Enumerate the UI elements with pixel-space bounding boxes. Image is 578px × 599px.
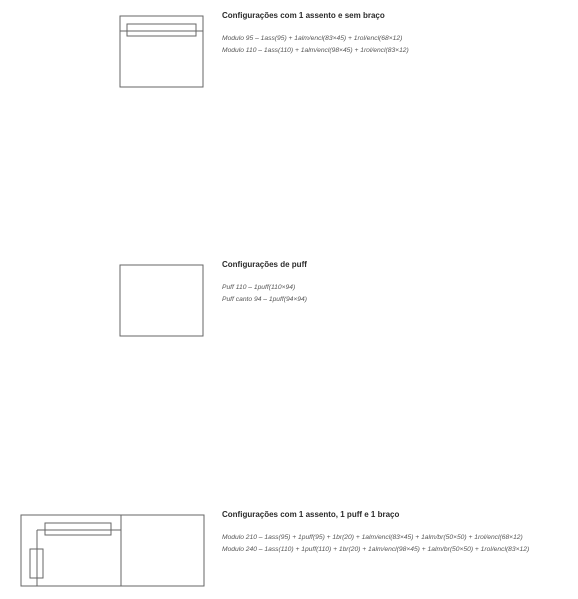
section-title: Configurações de puff bbox=[222, 260, 307, 269]
config-line: Modulo 210 – 1ass(95) + 1puff(95) + 1br(20) + 1alm/encl(83×45) + 1alm/br(50×50) + 1rol/encl(68×12) bbox=[222, 534, 523, 541]
config-line: Puff canto 94 – 1puff(94×94) bbox=[222, 296, 307, 303]
config-text-block bbox=[222, 11, 409, 57]
sofa-seat-puff-arm-diagram bbox=[20, 514, 206, 588]
cushion-roll bbox=[127, 24, 196, 36]
cushion-roll bbox=[45, 523, 111, 535]
section-title: Configurações com 1 assento e sem braço bbox=[222, 11, 385, 20]
puff-diagram bbox=[119, 264, 205, 338]
seat-outline bbox=[120, 16, 203, 87]
puff-outline bbox=[120, 265, 203, 336]
config-line: Puff 110 – 1puff(110×94) bbox=[222, 284, 296, 291]
config-line: Modulo 240 – 1ass(110) + 1puff(110) + 1br(20) + 1alm/encl(98×45) + 1alm/br(50×50) + 1rol/encl(83×12) bbox=[222, 546, 530, 553]
outer-outline bbox=[21, 515, 204, 586]
config-text-block bbox=[222, 510, 529, 556]
sofa-1-seat-no-arm-diagram bbox=[119, 15, 205, 89]
config-line: Modulo 110 – 1ass(110) + 1alm/encl(98×45) + 1rol/encl(83×12) bbox=[222, 47, 409, 54]
section-title: Configurações com 1 assento, 1 puff e 1 braço bbox=[222, 510, 400, 519]
config-line: Modulo 95 – 1ass(95) + 1alm/encl(83×45) + 1rol/encl(68×12) bbox=[222, 35, 403, 42]
config-text-block bbox=[222, 260, 307, 306]
